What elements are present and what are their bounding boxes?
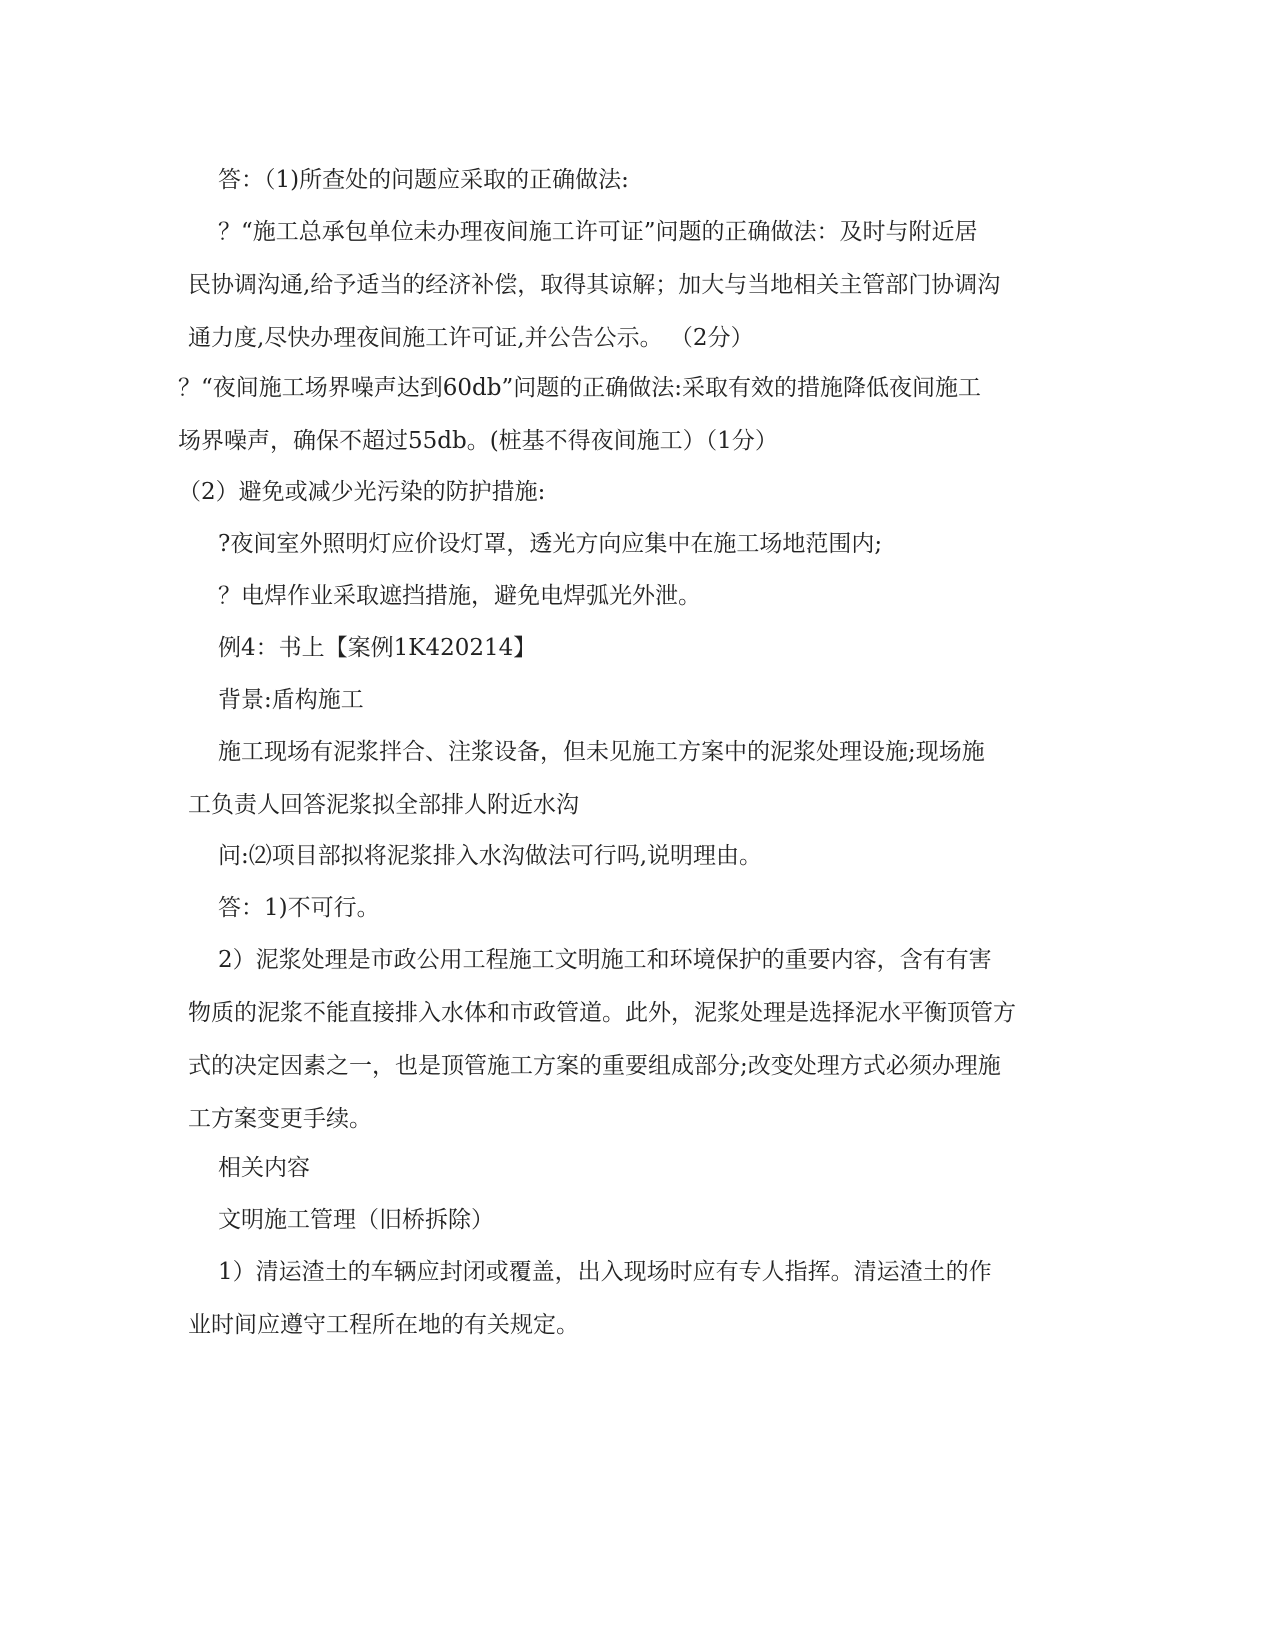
text-line: 工负责人回答泥浆拟全部排人附近水沟 — [188, 792, 579, 818]
text-line: 场界噪声，确保不超过55db。(桩基不得夜间施工）（1分） — [178, 428, 778, 454]
text-line: ?夜间室外照明灯应价设灯罩，透光方向应集中在施工场地范围内; — [218, 531, 883, 557]
text-line: ？电焊作业采取遮挡措施，避免电焊弧光外泄。 — [218, 583, 701, 609]
text-line: 式的决定因素之一，也是顶管施工方案的重要组成部分;改变处理方式必须办理施 — [188, 1053, 1001, 1079]
text-line: 答：1)不可行。 — [218, 895, 380, 921]
text-line: 物质的泥浆不能直接排入水体和市政管道。此外，泥浆处理是选择泥水平衡顶管方 — [188, 1000, 1016, 1026]
text-line: ？“施工总承包单位未办理夜间施工许可证”问题的正确做法：及时与附近居 — [218, 219, 978, 245]
text-line: 施工现场有泥浆拌合、注浆设备，但未见施工方案中的泥浆处理设施;现场施 — [218, 739, 985, 765]
text-line: 例4：书上【案例1K420214】 — [218, 635, 537, 661]
paragraph-example-4 — [218, 622, 1118, 675]
text-line: 通力度,尽快办理夜间施工许可证,并公告公示。 （2分） — [188, 325, 754, 351]
paragraph-night-permit — [188, 206, 1088, 365]
text-line: 工方案变更手续。 — [188, 1106, 372, 1132]
paragraph-muck-transport — [188, 1246, 1088, 1352]
text-line: 答：（1)所查处的问题应采取的正确做法: — [218, 167, 629, 193]
text-line: 民协调沟通,给予适当的经济补偿，取得其谅解；加大与当地相关主管部门协调沟 — [188, 272, 1001, 298]
text-line: 文明施工管理（旧桥拆除） — [218, 1207, 494, 1233]
text-line: （2）避免或减少光污染的防护措施: — [178, 479, 546, 505]
text-line: 2）泥浆处理是市政公用工程施工文明施工和环境保护的重要内容，含有有害 — [218, 947, 992, 973]
text-line: 相关内容 — [218, 1155, 310, 1181]
text-line: 1）清运渣土的车辆应封闭或覆盖，出入现场时应有专人指挥。清运渣土的作 — [218, 1259, 992, 1285]
paragraph-civilized-construction — [218, 1194, 1118, 1247]
paragraph-question — [218, 830, 1118, 883]
paragraph-light-pollution-heading — [178, 466, 1078, 519]
text-line: 背景:盾构施工 — [218, 687, 364, 713]
paragraph-lighting-measure — [218, 518, 1118, 571]
paragraph-night-noise — [178, 362, 1078, 468]
text-line: 问:⑵项目部拟将泥浆排入水沟做法可行吗,说明理由。 — [218, 843, 763, 869]
paragraph-welding-measure — [218, 570, 1118, 623]
paragraph-related-content — [218, 1142, 1118, 1195]
text-line: 业时间应遵守工程所在地的有关规定。 — [188, 1312, 579, 1338]
paragraph-mud-treatment — [188, 934, 1088, 1146]
paragraph-answer-1 — [218, 154, 1118, 207]
paragraph-background — [218, 674, 1118, 727]
text-line: ？“夜间施工场界噪声达到60db”问题的正确做法:采取有效的措施降低夜间施工 — [178, 375, 981, 401]
paragraph-site-situation — [188, 726, 1088, 832]
paragraph-answer-not-feasible — [218, 882, 1118, 935]
